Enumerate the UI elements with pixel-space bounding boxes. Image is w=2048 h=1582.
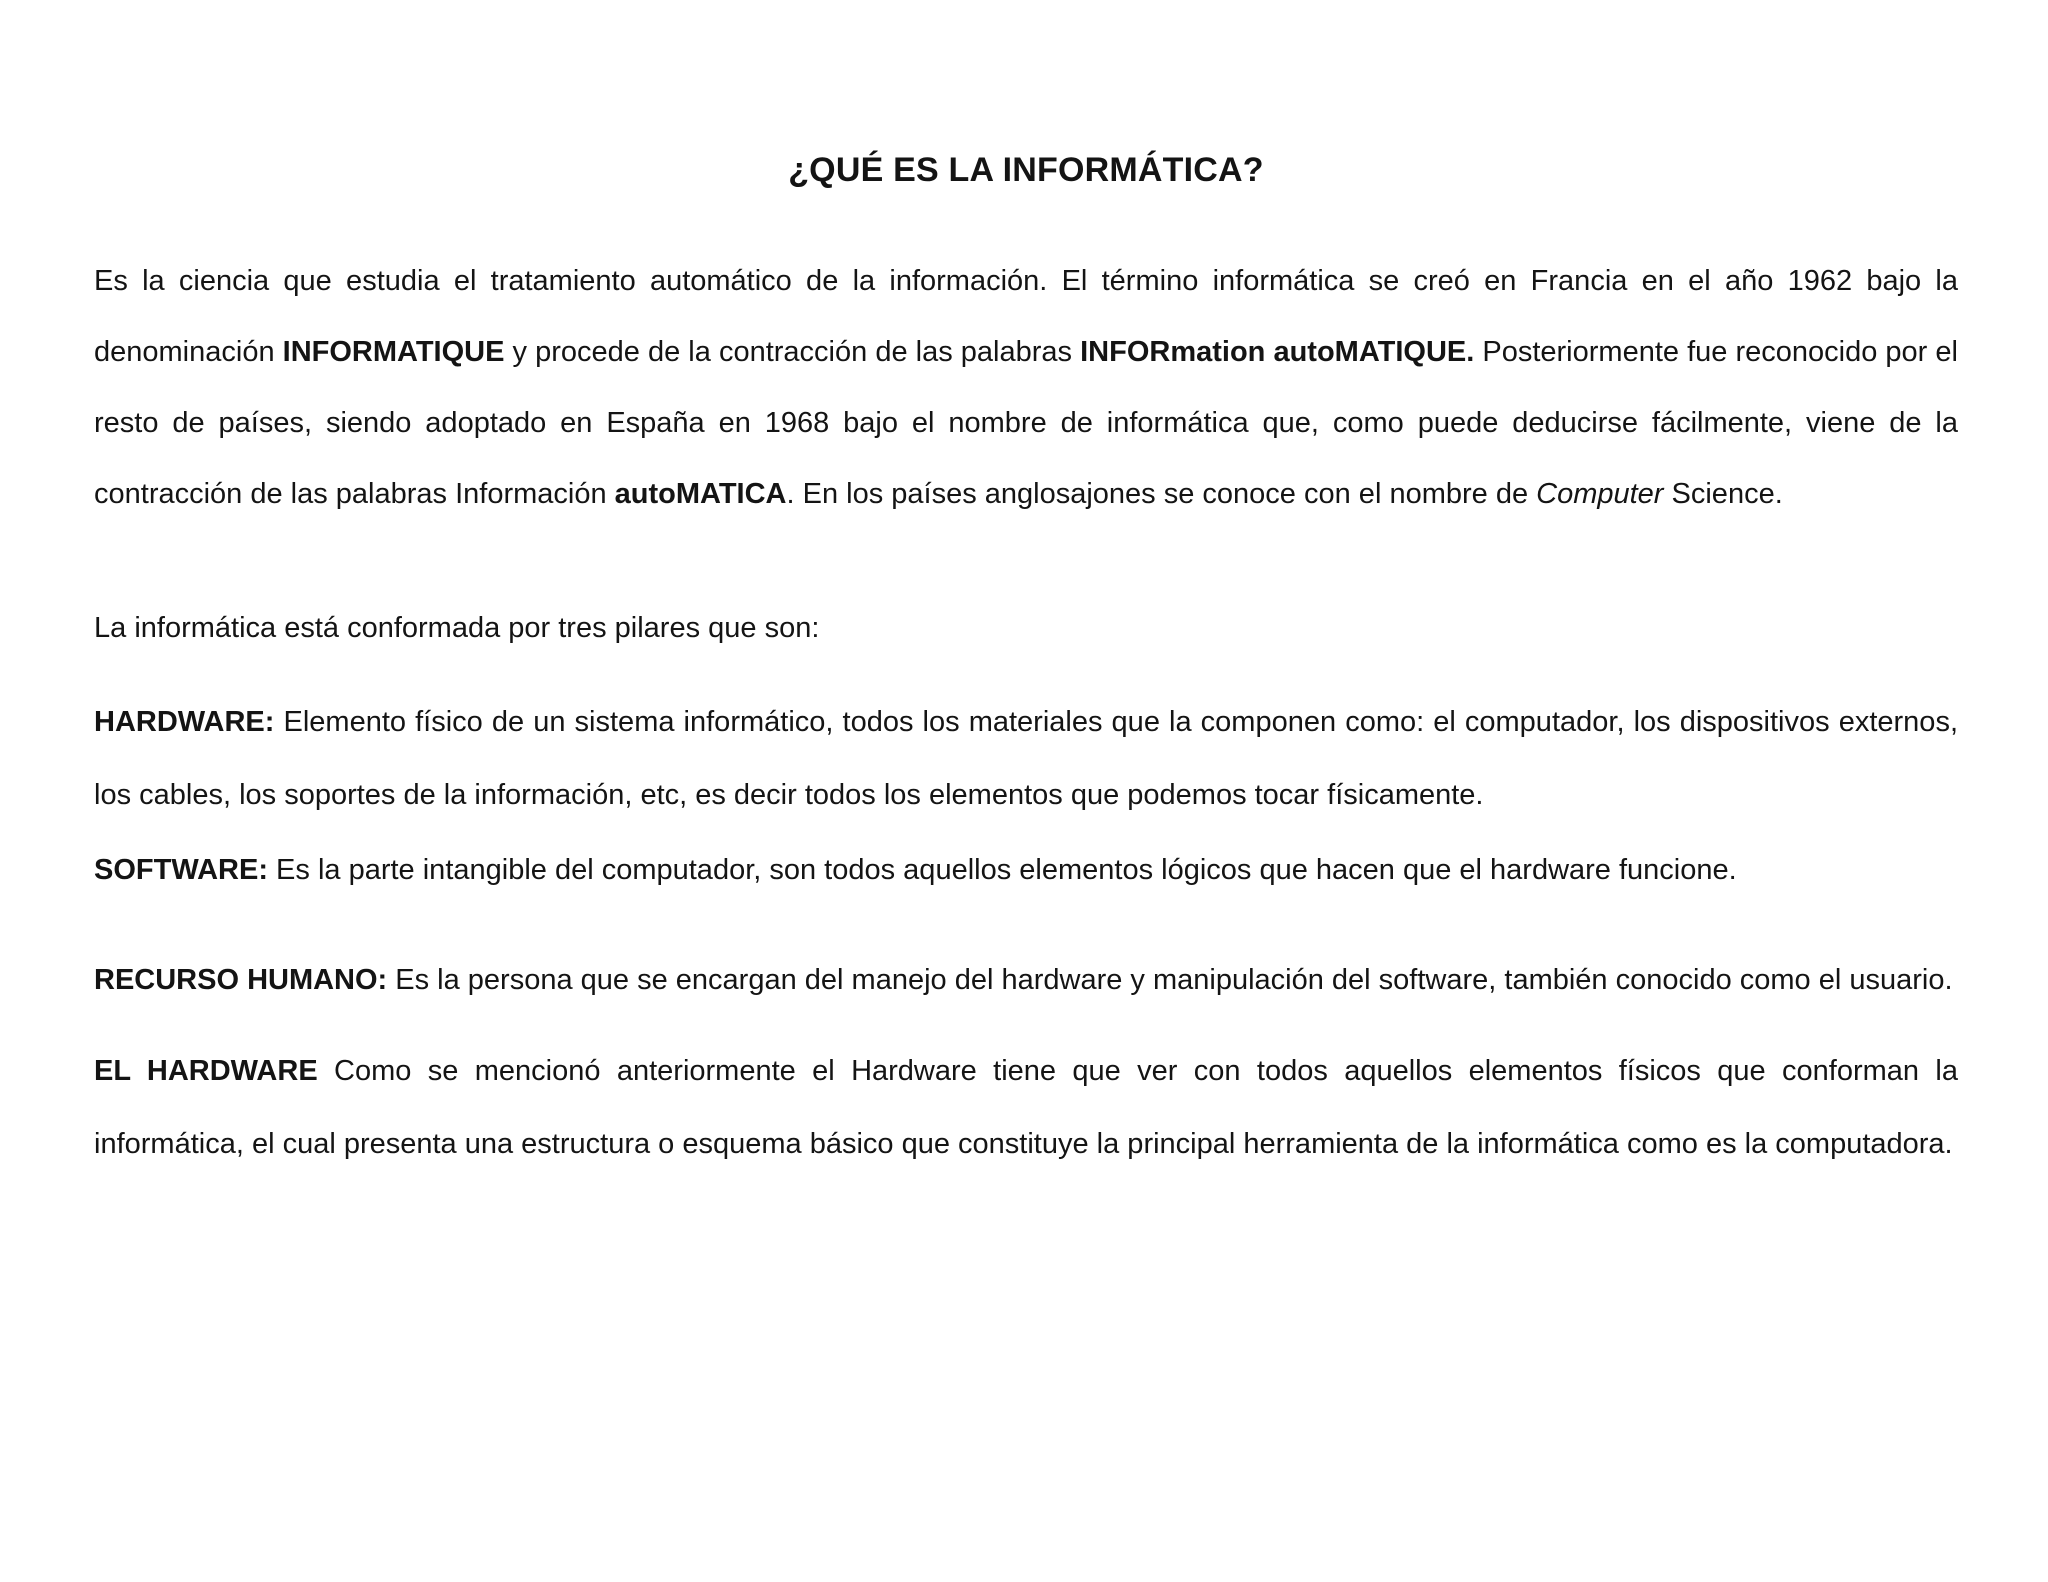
pillars-intro: La informática está conformada por tres pilares que son: <box>94 612 820 644</box>
definition-text: Elemento físico de un sistema informático, todos los materiales que la componen como: el computador, los dispositivos externos, los cables, los soportes de la información, etc, es decir todos los elementos que podemos tocar físicamente. <box>94 706 1958 811</box>
definition-term: SOFTWARE: <box>94 854 268 886</box>
definition-hardware <box>94 686 1958 832</box>
intro-italic-computer: Computer <box>1536 478 1664 510</box>
document-page <box>94 150 1958 1199</box>
intro-bold-information-automatique: INFORmation autoMATIQUE. <box>1080 336 1475 368</box>
intro-text-3: Posteriormente fue reconocido por el resto de países, siendo adoptado en España en 1968 bajo el nombre de informática que, como puede deducirse fácilmente, viene de la contracción de las palabras Información <box>94 336 1958 510</box>
definition-term: EL HARDWARE <box>94 1055 318 1087</box>
section-spacer <box>94 530 1958 608</box>
definition-software <box>94 850 1958 890</box>
intro-text-5: Science. <box>1663 478 1783 510</box>
intro-paragraph <box>94 246 1958 530</box>
page-title: ¿QUÉ ES LA INFORMÁTICA? <box>788 151 1264 189</box>
intro-text-2: y procede de la contracción de las palabras <box>504 336 1081 368</box>
definition-text: Es la persona que se encargan del manejo del hardware y manipulación del software, también conocido como el usuario. <box>387 964 1953 996</box>
intro-bold-informatique: INFORMATIQUE <box>282 336 505 368</box>
definition-el-hardware <box>94 1035 1958 1181</box>
definition-text: Es la parte intangible del computador, son todos aquellos elementos lógicos que hacen que el hardware funcione. <box>268 854 1737 886</box>
definition-term: RECURSO HUMANO: <box>94 964 388 996</box>
intro-text-4: . En los países anglosajones se conoce con el nombre de <box>786 478 1537 510</box>
definition-text: Como se mencionó anteriormente el Hardware tiene que ver con todos aquellos elementos físicos que conforman la informática, el cual presenta una estructura o esquema básico que constituye la principal herramienta de la informática como es la computadora. <box>94 1055 1958 1160</box>
intro-text-1: Es la ciencia que estudia el tratamiento automático de la información. El término informática se creó en Francia en el año 1962 bajo la denominación <box>94 265 1958 368</box>
definition-recurso-humano <box>94 944 1958 1017</box>
definition-term: HARDWARE: <box>94 706 275 738</box>
intro-bold-automatica: autoMATICA <box>614 478 787 510</box>
